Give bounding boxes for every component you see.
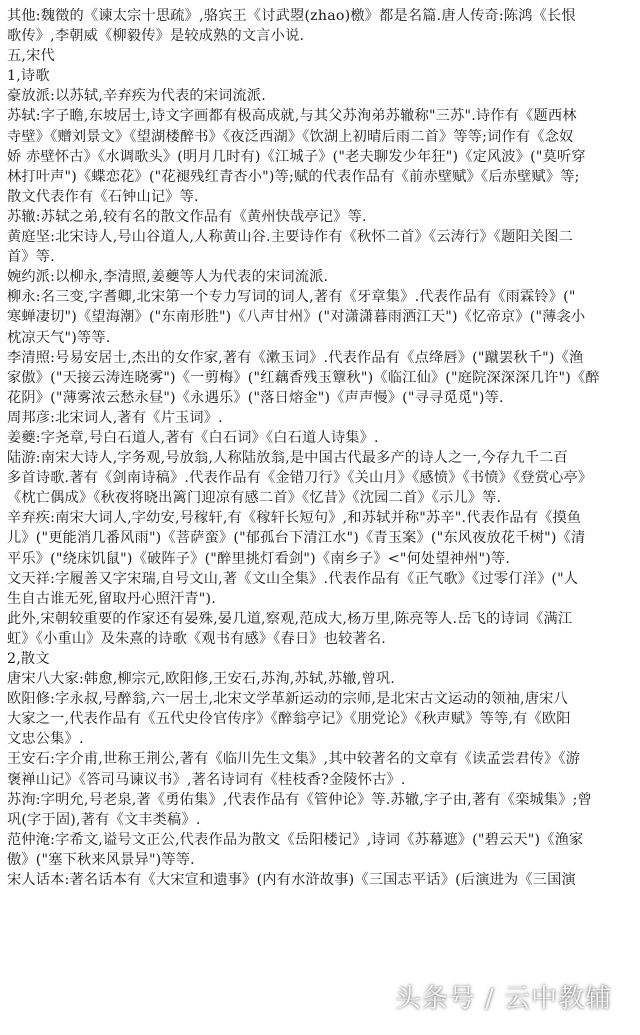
text-line: 苏辙:苏轼之弟,较有名的散文作品有《黄州快哉亭记》等. [7,208,367,225]
text-line: 唐宋八大家:韩愈,柳宗元,欧阳修,王安石,苏洵,苏轼,苏辙,曾巩. [7,671,395,688]
text-line: 柳永:名三变,字耆卿,北宋第一个专力写词的词人,著有《牙章集》.代表作品有《雨霖铃》(" [7,289,576,306]
text-line: 此外,宋朝较重要的作家还有晏殊,晏几道,察观,范成大,杨万里,陈亮等人.岳飞的诗词《满江 [7,610,573,627]
text-line: 周邦彦:北宋词人,著有《片玉词》. [7,409,223,426]
text-line: 寒蝉凄切")《望海潮》("东南形胜")《八声甘州》("对潇潇暮雨洒江天")《忆帝京》("薄衾小 [7,309,586,326]
text-line: 林打叶声")《蝶恋花》("花褪残红青杏小")等;赋的代表作品有《前赤壁赋》《后赤壁赋》等; [7,168,580,185]
text-line: 其他:魏徵的《谏太宗十思疏》,骆宾王《讨武曌(zhao)檄》都是名篇.唐人传奇:陈鸿《长恨 [7,8,576,24]
text-line: 《枕亡偶成》《秋夜将晓出篱门迎凉有感二首》《忆昔》《沈园二首》《示儿》等. [7,490,502,507]
text-line: 花阴》("薄雾浓云愁永昼")《永遇乐》("落日熔金")《声声慢》("寻寻觅觅")等. [7,389,504,406]
text-line: 姜夔:字尧章,号白石道人,著有《白石词》《白石道人诗集》. [7,429,379,446]
text-line: 黄庭坚:北宋诗人,号山谷道人,人称黄山谷.主要诗作有《秋怀二首》《云涛行》《题阳关图二 [7,229,574,246]
text-line: 范仲淹:字希文,谥号文正公,代表作品为散文《岳阳楼记》,诗词《苏幕遮》("碧云天")《渔家 [7,831,584,848]
text-line: 1,诗歌 [7,68,50,85]
text-line: 苏轼:字子瞻,东坡居士,诗文字画都有极高成就,与其父苏洵弟苏辙称"三苏".诗作有《题西林 [7,108,577,125]
text-line: 五,宋代 [7,48,55,65]
text-line: 寺壁》《赠刘景文》《望湖楼醉书》《夜泛西湖》《饮湖上初晴后雨二首》等等;词作有《念奴 [7,128,574,145]
text-line: 李清照:号易安居士,杰出的女作家,著有《漱玉词》.代表作品有《点绛唇》("蹴罢秋千")《渔 [7,349,584,366]
text-line: 巩(字于固),著有《文丰类稿》. [7,811,201,828]
text-line: 宋人话本:著名话本有《大宋宣和遗事》(内有水浒故事)《三国志平话》(后演进为《三国演 [7,872,576,889]
text-line: 褒禅山记》《答司马谏议书》,著名诗词有《桂枝香?金陵怀古》. [7,771,406,788]
text-line: 苏洵:字明允,号老泉,著《勇佑集》,代表作品有《管仲论》等.苏辙,字子由,著有《栾城集》;曾 [7,791,592,808]
text-line: 王安石:字介甫,世称王荆公,著有《临川先生文集》,其中较著名的文章有《读孟尝君传》《游 [7,751,581,768]
text-line: 豪放派:以苏轼,辛弃疾为代表的宋词流派. [7,88,266,105]
text-line: 大家之一,代表作品有《五代史伶官传序》《醉翁亭记》《朋党论》《秋声赋》等等,有《欧阳 [7,711,571,728]
text-line: 多首诗歌.著有《剑南诗稿》.代表作品有《金错刀行》《关山月》《感愤》《书愤》《登赏心亭》 [7,470,593,487]
text-line: 生自古谁无死,留取丹心照汗青"). [7,590,216,607]
text-line: 文忠公集》. [7,731,84,748]
text-line: 2,散文 [7,651,50,667]
text-line: 家傲》("天接云涛连晓雾")《一剪梅》("红藕香残玉簟秋")《临江仙》("庭院深深深几许")《醉 [7,369,600,386]
text-line: 文天祥:字履善又字宋瑞,自号文山,著《文山全集》.代表作品有《正气歌》《过零仃洋》("人 [7,570,579,587]
text-line: 欧阳修:字永叔,号醉翁,六一居士,北宋文学革新运动的宗师,是北宋古文运动的领袖,唐宋八 [7,691,568,708]
watermark: 头条号 / 云中教辅 [394,984,612,1014]
text-line: 枕凉天气")等等. [7,329,111,346]
text-line: 傲》("塞下秋来风景异")等等. [7,851,195,868]
text-line: 虹》《小重山》及朱熹的诗歌《观书有感》《春日》也较著名. [7,630,386,647]
text-line: 娇 赤壁怀古》《水调歌头》(明月几时有)《江城子》("老夫聊发少年狂")《定风波》("莫听穿 [7,148,586,165]
text-line: 散文代表作有《石钟山记》等. [7,188,199,205]
text-line: 儿》("更能消几番风雨")《菩萨蛮》("郁孤台下清江水")《青玉案》("东风夜放花千树")《清 [7,530,586,547]
text-line: 首》等. [7,249,55,266]
text-line: 歌传》,李朝威《柳毅传》是较成熟的文言小说. [7,28,305,45]
text-line: 婉约派:以柳永,李清照,姜夔等人为代表的宋词流派. [7,269,329,286]
text-line: 平乐》("绕床饥鼠")《破阵子》("醉里挑灯看剑")《南乡子》<"何处望神州")等. [7,550,511,567]
text-line: 陆游:南宋大诗人,字务观,号放翁,人称陆放翁,是中国古代最多产的诗人之一,今存九千二百 [7,450,568,467]
text-line: 辛弃疾:南宋大词人,字幼安,号稼轩,有《稼轩长短句》,和苏轼并称"苏辛".代表作品有《摸鱼 [7,510,582,527]
